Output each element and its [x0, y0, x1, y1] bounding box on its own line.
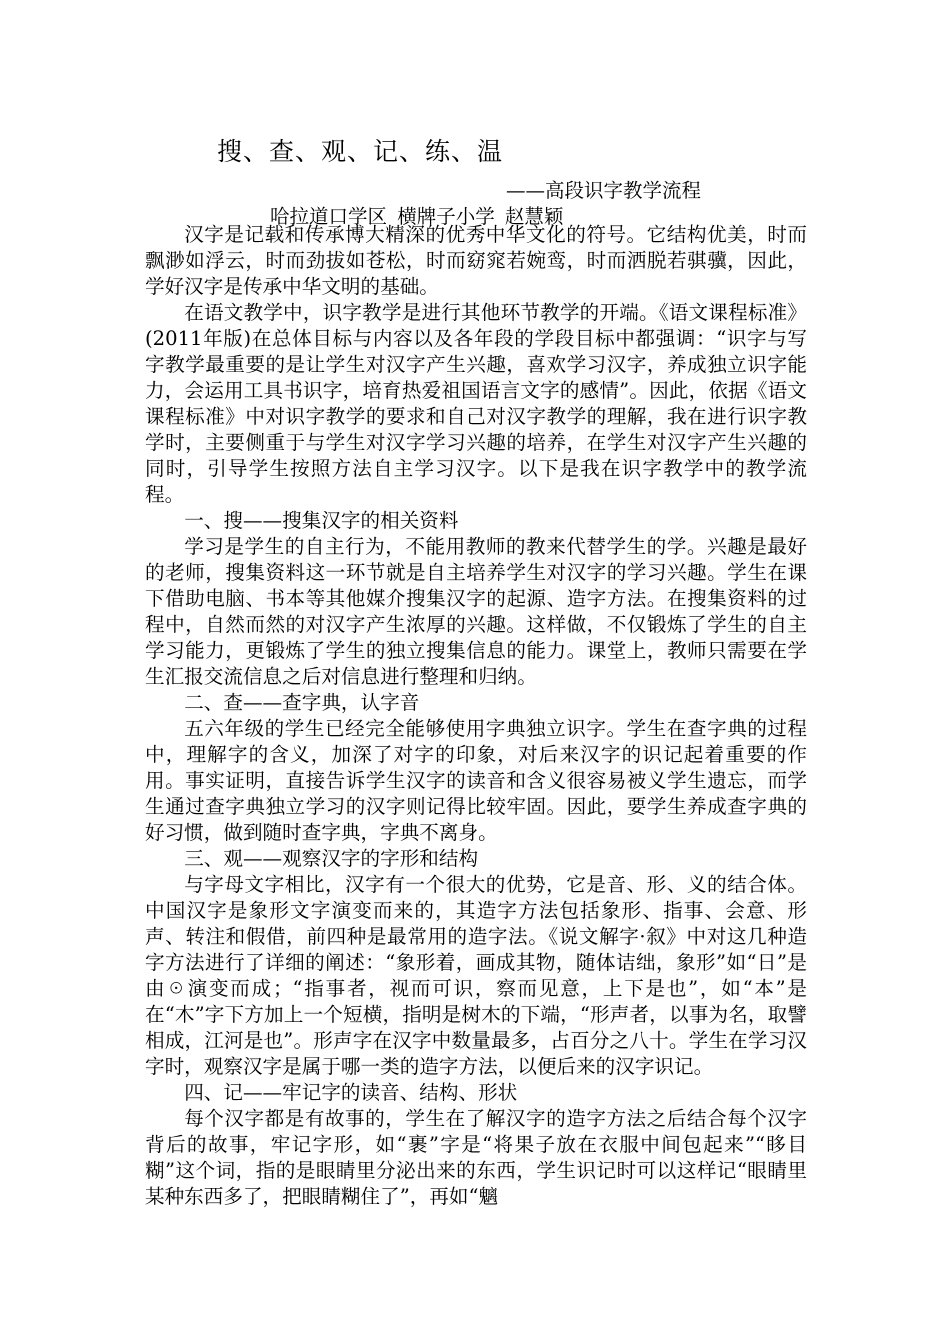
paragraph-lookup: 五六年级的学生已经完全能够使用字典独立识字。学生在查字典的过程中，理解字的含义，加深了对字的印象，对后来汉字的识记起着重要的作用。事实证明，直接告诉学生汉字的读音和含义很容易被义学生遗忘，而学生通过查字典独立学习的汉字则记得比较牢固。因此，要学生养成查字典的好习惯，做到随时查字典，字典不离身。 [145, 717, 807, 844]
document-title: 搜、查、观、记、练、温 [217, 137, 504, 166]
document-subtitle: ——高段识字教学流程 [506, 179, 702, 202]
paragraph-curriculum: 在语文教学中，识字教学是进行其他环节教学的开端。《语文课程标准》(2011年版)在总体目标与内容以及各年段的学段目标中都强调：“识字与写字教学最重要的是让学生对汉字产生兴趣，喜欢学习汉字，养成独立识字能力，会运用工具书识字，培育热爱祖国语言文字的感情”。因此，依据《语文课程标准》中对识字教学的要求和自己对汉字教学的理解，我在进行识字教学时，主要侧重于与学生对汉字学习兴趣的培养，在学生对汉字产生兴趣的同时，引导学生按照方法自主学习汉字。以下是我在识字教学中的教学流程。 [145, 301, 807, 506]
paragraph-search: 学习是学生的自主行为，不能用教师的教来代替学生的学。兴趣是最好的老师，搜集资料这一环节就是自主培养学生对汉字的学习兴趣。学生在课下借助电脑、书本等其他媒介搜集汉字的起源、造字方法。在搜集资料的过程中，自然而然的对汉字产生浓厚的兴趣。这样做，不仅锻炼了学生的自主学习能力，更锻炼了学生的独立搜集信息的能力。课堂上，教师只需要在学生汇报交流信息之后对信息进行整理和归纳。 [145, 535, 807, 688]
section-heading-memorize: 四、记——牢记字的读音、结构、形状 [184, 1081, 518, 1104]
paragraph-memorize: 每个汉字都是有故事的，学生在了解汉字的造字方法之后结合每个汉字背后的故事，牢记字形，如“裹”字是“将果子放在衣服中间包起来”“眵目糊”这个词，指的是眼睛里分泌出来的东西，学生识记时可以这样记“眼睛里某种东西多了，把眼睛糊住了”，再如“魑 [145, 1107, 807, 1208]
section-heading-observe: 三、观——观察汉字的字形和结构 [184, 847, 479, 870]
paragraph-intro: 汉字是记载和传承博大精深的优秀中华文化的符号。它结构优美，时而飘渺如浮云，时而劲拔如苍松，时而窈窕若婉鸾，时而洒脱若骐骥，因此，学好汉字是传承中华文明的基础。 [145, 223, 807, 298]
author-line: 哈拉道口学区 横牌子小学 赵慧颖 [270, 205, 564, 228]
paragraph-observe: 与字母文字相比，汉字有一个很大的优势，它是音、形、义的结合体。中国汉字是象形文字演变而来的，其造字方法包括象形、指事、会意、形声、转注和假借，前四种是最常用的造字法。《说文解字·叙》中对这几种造字方法进行了详细的阐述：“象形着，画成其物，随体诘绌，象形”如“日”是由☉演变而成；“指事者，视而可识，察而见意，上下是也”，如“本”是在“木”字下方加上一个短横，指明是树木的下端，“形声者，以事为名，取譬相成，江河是也”。形声字在汉字中数量最多，占百分之八十。学生在学习汉字时，观察汉字是属于哪一类的造字方法，以便后来的汉字识记。 [145, 873, 807, 1078]
document-body [145, 222, 807, 1210]
section-heading-lookup: 二、查——查字典，认字音 [184, 691, 420, 714]
section-heading-search: 一、搜——搜集汉字的相关资料 [184, 509, 459, 532]
